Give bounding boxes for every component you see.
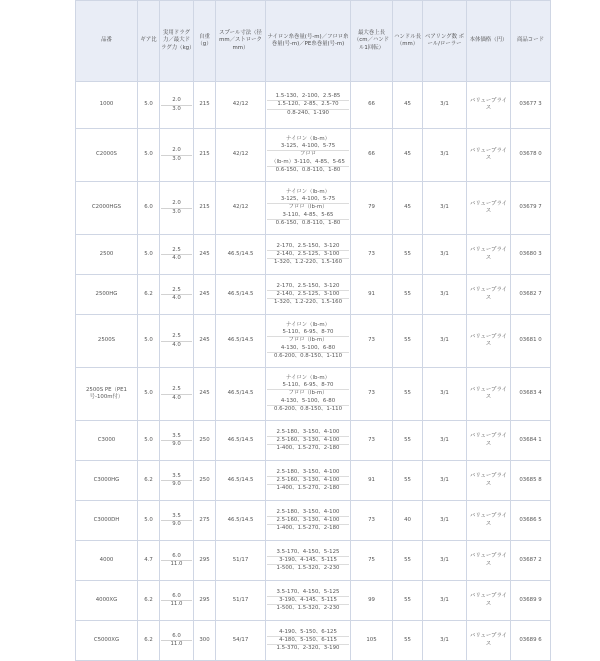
max-retrieve-cell: 73 [351, 368, 393, 421]
table-row [76, 501, 551, 541]
model-cell: 2500HG [76, 275, 138, 315]
drag-cell [160, 182, 194, 235]
drag-cell-line: 9.0 [172, 441, 181, 447]
weight-cell: 245 [194, 368, 216, 421]
header-line-capacity: ナイロン糸巻量(号-m)／フロロ糸巻量(号-m)／PE糸巻量(号-m) [266, 1, 351, 82]
handle-length-cell: 40 [393, 501, 423, 541]
price-cell: バリュープライス [467, 129, 511, 182]
bearings-cell: 3/1 [423, 182, 467, 235]
max-retrieve-cell: 73 [351, 421, 393, 461]
line-capacity-cell-line: 1-500、1.5-320、2-230 [276, 565, 340, 572]
drag-cell-line: 6.0 [161, 553, 192, 561]
gear-ratio-cell: 5.0 [138, 315, 160, 368]
weight-cell: 250 [194, 421, 216, 461]
handle-length-cell: 45 [393, 82, 423, 129]
drag-cell-line: 4.0 [172, 255, 181, 261]
bearings-cell: 3/1 [423, 235, 467, 275]
drag-cell-line: 2.5 [161, 247, 192, 255]
price-cell: バリュープライス [467, 315, 511, 368]
drag-cell-line: 11.0 [170, 561, 183, 567]
drag-cell-line: 3.0 [172, 208, 181, 215]
price-cell: バリュープライス [467, 235, 511, 275]
bearings-cell: 3/1 [423, 275, 467, 315]
drag-cell-line: 2.5 [161, 287, 192, 295]
table-row [76, 82, 551, 129]
header-bearings: ベアリング数 ボール/ローラー [423, 1, 467, 82]
spool-cell: 42/12 [216, 182, 266, 235]
line-capacity-cell-line: ナイロン（lb-m） [285, 188, 331, 195]
drag-cell-line: 9.0 [172, 481, 181, 487]
product-code-cell: 03680 3 [511, 235, 551, 275]
handle-length-cell: 55 [393, 235, 423, 275]
weight-cell: 215 [194, 129, 216, 182]
line-capacity-cell-line: フロロ [299, 151, 317, 158]
model-cell: 1000 [76, 82, 138, 129]
table-row [76, 368, 551, 421]
spool-cell: 46.5/14.5 [216, 275, 266, 315]
model-cell: C3000HG [76, 461, 138, 501]
handle-length-cell: 55 [393, 368, 423, 421]
drag-cell-line: 2.0 [161, 147, 192, 155]
drag-cell-line: 11.0 [170, 601, 183, 607]
line-capacity-cell-line: ナイロン（lb-m） [285, 321, 331, 328]
drag-cell [160, 541, 194, 581]
drag-cell-line: 4.0 [172, 341, 181, 348]
line-capacity-cell-line: 0.6-200、0.8-150、1-110 [273, 405, 343, 412]
max-retrieve-cell: 73 [351, 501, 393, 541]
price-cell: バリュープライス [467, 275, 511, 315]
product-code-cell: 03683 4 [511, 368, 551, 421]
model-cell: 2500S PE（PE1号-100m付） [76, 368, 138, 421]
max-retrieve-cell: 91 [351, 461, 393, 501]
gear-ratio-cell: 6.2 [138, 621, 160, 661]
handle-length-cell: 45 [393, 129, 423, 182]
line-capacity-cell-line: 1-400、1.5-270、2-180 [276, 525, 340, 532]
max-retrieve-cell: 91 [351, 275, 393, 315]
handle-length-cell: 45 [393, 182, 423, 235]
model-cell: 4000 [76, 541, 138, 581]
price-cell: バリュープライス [467, 368, 511, 421]
drag-cell [160, 129, 194, 182]
table-row [76, 621, 551, 661]
spool-cell: 54/17 [216, 621, 266, 661]
line-capacity-cell-line: 2.5-180、3-150、4-100 [267, 429, 349, 437]
spec-table-container [75, 0, 550, 652]
line-capacity-cell-line: 0.6-200、0.8-150、1-110 [273, 352, 343, 359]
gear-ratio-cell: 6.0 [138, 182, 160, 235]
line-capacity-cell-line: 2.5-180、3-150、4-100 [267, 509, 349, 517]
line-capacity-cell-line: （lb-m）3-110、4-85、5-65 [267, 159, 349, 167]
line-capacity-cell-line: 1.5-120、2-85、2.5-70 [267, 101, 349, 109]
line-capacity-cell [266, 368, 351, 421]
line-capacity-cell-line: 0.8-240、1-190 [287, 109, 329, 116]
line-capacity-cell-line: 3-190、4-145、5-115 [267, 557, 349, 565]
line-capacity-cell-line: 1-400、1.5-270、2-180 [276, 445, 340, 452]
table-row [76, 581, 551, 621]
header-drag: 実用ドラグ力／最大ドラグ力（kg） [160, 1, 194, 82]
product-code-cell: 03689 6 [511, 621, 551, 661]
max-retrieve-cell: 73 [351, 235, 393, 275]
weight-cell: 245 [194, 315, 216, 368]
model-cell: C3000DH [76, 501, 138, 541]
price-cell: バリュープライス [467, 501, 511, 541]
drag-cell-line: 11.0 [170, 641, 183, 647]
weight-cell: 275 [194, 501, 216, 541]
product-code-cell: 03686 5 [511, 501, 551, 541]
line-capacity-cell [266, 182, 351, 235]
spec-table [75, 0, 551, 661]
bearings-cell: 3/1 [423, 461, 467, 501]
model-cell: 2500 [76, 235, 138, 275]
header-price: 本体価格（円） [467, 1, 511, 82]
bearings-cell: 3/1 [423, 368, 467, 421]
header-row [76, 1, 551, 82]
gear-ratio-cell: 5.0 [138, 368, 160, 421]
handle-length-cell: 55 [393, 461, 423, 501]
header-model: 品番 [76, 1, 138, 82]
drag-cell-line: 2.0 [161, 200, 192, 208]
drag-cell [160, 82, 194, 129]
line-capacity-cell [266, 541, 351, 581]
price-cell: バリュープライス [467, 461, 511, 501]
line-capacity-cell [266, 621, 351, 661]
line-capacity-cell [266, 421, 351, 461]
header-product-code: 商品コード [511, 1, 551, 82]
bearings-cell: 3/1 [423, 541, 467, 581]
spool-cell: 42/12 [216, 129, 266, 182]
drag-cell-line: 3.5 [161, 513, 192, 521]
line-capacity-cell-line: 3-190、4-145、5-115 [267, 597, 349, 605]
drag-cell-line: 2.5 [161, 386, 192, 394]
weight-cell: 245 [194, 235, 216, 275]
spool-cell: 46.5/14.5 [216, 461, 266, 501]
line-capacity-cell-line: 1-320、1.2-220、1.5-160 [273, 299, 343, 306]
line-capacity-cell-line: 3-110、4-85、5-65 [267, 212, 349, 220]
header-spool: スプール寸法（径mm／ストロークmm） [216, 1, 266, 82]
price-cell: バリュープライス [467, 541, 511, 581]
weight-cell: 295 [194, 541, 216, 581]
bearings-cell: 3/1 [423, 421, 467, 461]
bearings-cell: 3/1 [423, 621, 467, 661]
line-capacity-cell-line: 3.5-170、4-150、5-125 [267, 589, 349, 597]
line-capacity-cell-line: 1-400、1.5-270、2-180 [276, 485, 340, 492]
line-capacity-cell-line: 1-320、1.2-220、1.5-160 [273, 259, 343, 266]
price-cell: バリュープライス [467, 621, 511, 661]
table-row [76, 421, 551, 461]
gear-ratio-cell: 5.0 [138, 501, 160, 541]
gear-ratio-cell: 5.0 [138, 82, 160, 129]
model-cell: C3000 [76, 421, 138, 461]
line-capacity-cell-line: 2.5-180、3-150、4-100 [267, 469, 349, 477]
line-capacity-cell-line: 4-130、5-100、6-80 [267, 398, 349, 406]
product-code-cell: 03679 7 [511, 182, 551, 235]
bearings-cell: 3/1 [423, 315, 467, 368]
price-cell: バリュープライス [467, 581, 511, 621]
line-capacity-cell-line: 2-140、2.5-125、3-100 [267, 251, 349, 259]
drag-cell-line: 2.5 [161, 333, 192, 341]
table-row [76, 275, 551, 315]
model-cell: C2000HGS [76, 182, 138, 235]
line-capacity-cell-line: ナイロン（lb-m） [285, 135, 331, 142]
model-cell: C2000S [76, 129, 138, 182]
drag-cell-line: 3.5 [161, 433, 192, 441]
table-row [76, 541, 551, 581]
line-capacity-cell-line: 1-500、1.5-320、2-230 [276, 605, 340, 612]
bearings-cell: 3/1 [423, 581, 467, 621]
spool-cell: 51/17 [216, 581, 266, 621]
header-max-retrieve: 最大巻上長（cm／ハンドル1回転） [351, 1, 393, 82]
line-capacity-cell [266, 315, 351, 368]
max-retrieve-cell: 73 [351, 315, 393, 368]
spool-cell: 46.5/14.5 [216, 368, 266, 421]
line-capacity-cell-line: 2.5-160、3-130、4-100 [267, 437, 349, 445]
product-code-cell: 03681 0 [511, 315, 551, 368]
drag-cell-line: 4.0 [172, 394, 181, 401]
weight-cell: 215 [194, 182, 216, 235]
weight-cell: 300 [194, 621, 216, 661]
handle-length-cell: 55 [393, 421, 423, 461]
product-code-cell: 03678 0 [511, 129, 551, 182]
spool-cell: 46.5/14.5 [216, 421, 266, 461]
product-code-cell: 03687 2 [511, 541, 551, 581]
spool-cell: 51/17 [216, 541, 266, 581]
drag-cell-line: 3.5 [161, 473, 192, 481]
line-capacity-cell [266, 82, 351, 129]
drag-cell-line: 4.0 [172, 295, 181, 301]
handle-length-cell: 55 [393, 275, 423, 315]
product-code-cell: 03689 9 [511, 581, 551, 621]
model-cell: C5000XG [76, 621, 138, 661]
drag-cell [160, 421, 194, 461]
line-capacity-cell-line: 2.5-160、3-130、4-100 [267, 477, 349, 485]
product-code-cell: 03682 7 [511, 275, 551, 315]
line-capacity-cell-line: 3-125、4-100、5-75 [267, 196, 349, 204]
weight-cell: 245 [194, 275, 216, 315]
drag-cell [160, 315, 194, 368]
line-capacity-cell-line: 2-140、2.5-125、3-100 [267, 291, 349, 299]
handle-length-cell: 55 [393, 621, 423, 661]
line-capacity-cell-line: 4-190、5-150、6-125 [267, 629, 349, 637]
drag-cell [160, 461, 194, 501]
line-capacity-cell-line: フロロ（lb-m） [288, 337, 328, 344]
table-row [76, 129, 551, 182]
line-capacity-cell-line: 0.6-150、0.8-110、1-80 [275, 219, 341, 226]
table-row [76, 461, 551, 501]
drag-cell [160, 501, 194, 541]
gear-ratio-cell: 6.2 [138, 581, 160, 621]
spool-cell: 42/12 [216, 82, 266, 129]
line-capacity-cell-line: フロロ（lb-m） [288, 390, 328, 397]
model-cell: 2500S [76, 315, 138, 368]
product-code-cell: 03684 1 [511, 421, 551, 461]
max-retrieve-cell: 105 [351, 621, 393, 661]
spool-cell: 46.5/14.5 [216, 315, 266, 368]
drag-cell-line: 2.0 [161, 97, 192, 105]
gear-ratio-cell: 5.0 [138, 235, 160, 275]
table-row [76, 182, 551, 235]
handle-length-cell: 55 [393, 315, 423, 368]
line-capacity-cell-line: 3.5-170、4-150、5-125 [267, 549, 349, 557]
drag-cell-line: 3.0 [172, 105, 181, 112]
line-capacity-cell-line: 4-180、5-150、6-115 [267, 637, 349, 645]
line-capacity-cell [266, 581, 351, 621]
header-gear-ratio: ギア比 [138, 1, 160, 82]
product-code-cell: 03677 3 [511, 82, 551, 129]
spool-cell: 46.5/14.5 [216, 235, 266, 275]
handle-length-cell: 55 [393, 581, 423, 621]
drag-cell [160, 621, 194, 661]
line-capacity-cell [266, 501, 351, 541]
drag-cell [160, 581, 194, 621]
product-code-cell: 03685 8 [511, 461, 551, 501]
drag-cell [160, 275, 194, 315]
line-capacity-cell-line: 2.5-160、3-130、4-100 [267, 517, 349, 525]
gear-ratio-cell: 5.0 [138, 421, 160, 461]
bearings-cell: 3/1 [423, 501, 467, 541]
line-capacity-cell-line: 2-170、2.5-150、3-120 [267, 283, 349, 291]
line-capacity-cell-line: 1.5-370、2-320、3-190 [276, 645, 340, 652]
max-retrieve-cell: 99 [351, 581, 393, 621]
drag-cell-line: 3.0 [172, 155, 181, 162]
drag-cell-line: 9.0 [172, 521, 181, 527]
drag-cell-line: 6.0 [161, 593, 192, 601]
gear-ratio-cell: 4.7 [138, 541, 160, 581]
line-capacity-cell-line: 3-125、4-100、5-75 [267, 143, 349, 151]
bearings-cell: 3/1 [423, 129, 467, 182]
model-cell: 4000XG [76, 581, 138, 621]
price-cell: バリュープライス [467, 82, 511, 129]
weight-cell: 295 [194, 581, 216, 621]
line-capacity-cell-line: フロロ（lb-m） [288, 204, 328, 211]
drag-cell [160, 368, 194, 421]
line-capacity-cell-line: 0.6-150、0.8-110、1-80 [275, 166, 341, 173]
weight-cell: 250 [194, 461, 216, 501]
table-row [76, 235, 551, 275]
handle-length-cell: 55 [393, 541, 423, 581]
drag-cell [160, 235, 194, 275]
drag-cell-line: 6.0 [161, 633, 192, 641]
weight-cell: 215 [194, 82, 216, 129]
price-cell: バリュープライス [467, 182, 511, 235]
line-capacity-cell-line: 4-130、5-100、6-80 [267, 345, 349, 353]
table-row [76, 315, 551, 368]
max-retrieve-cell: 66 [351, 129, 393, 182]
gear-ratio-cell: 6.2 [138, 275, 160, 315]
line-capacity-cell-line: 5-110、6-95、8-70 [267, 382, 349, 390]
line-capacity-cell-line: 1.5-130、2-100、2.5-85 [267, 93, 349, 101]
price-cell: バリュープライス [467, 421, 511, 461]
max-retrieve-cell: 79 [351, 182, 393, 235]
line-capacity-cell-line: 2-170、2.5-150、3-120 [267, 243, 349, 251]
line-capacity-cell [266, 235, 351, 275]
max-retrieve-cell: 66 [351, 82, 393, 129]
gear-ratio-cell: 5.0 [138, 129, 160, 182]
gear-ratio-cell: 6.2 [138, 461, 160, 501]
header-weight: 自重（g） [194, 1, 216, 82]
bearings-cell: 3/1 [423, 82, 467, 129]
header-handle-length: ハンドル長（mm） [393, 1, 423, 82]
line-capacity-cell [266, 129, 351, 182]
max-retrieve-cell: 75 [351, 541, 393, 581]
line-capacity-cell-line: ナイロン（lb-m） [285, 374, 331, 381]
line-capacity-cell [266, 275, 351, 315]
line-capacity-cell [266, 461, 351, 501]
line-capacity-cell-line: 5-110、6-95、8-70 [267, 329, 349, 337]
spool-cell: 46.5/14.5 [216, 501, 266, 541]
